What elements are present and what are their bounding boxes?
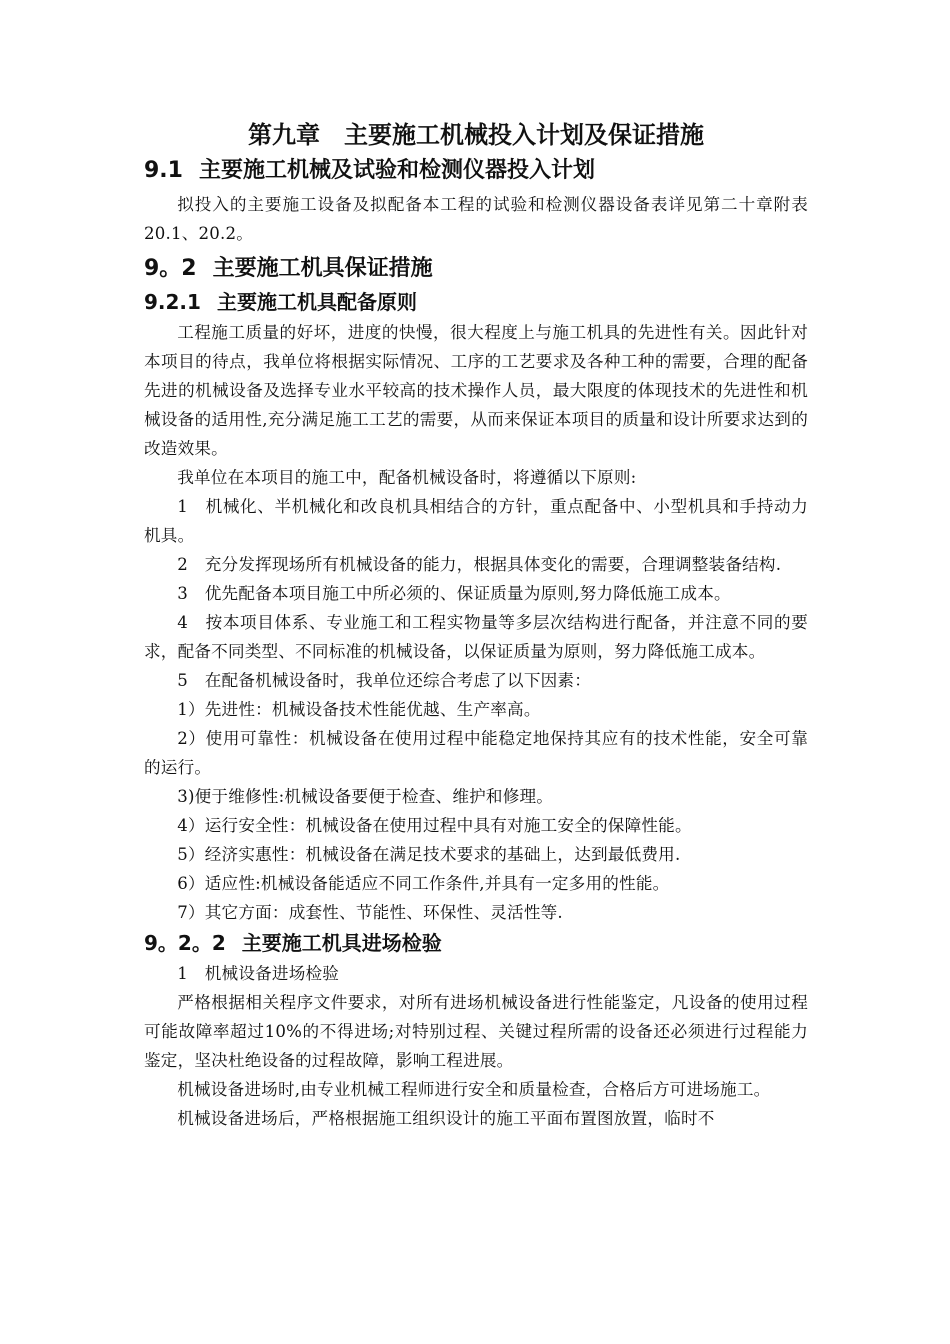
- sub-list-item: 3)便于维修性:机械设备要便于检查、维护和修理。: [177, 787, 554, 806]
- document-body: [144, 118, 808, 1133]
- section-number: 9。2。2: [144, 931, 226, 955]
- section-title: 主要施工机具保证措施: [212, 256, 433, 281]
- sub-list-item: 5）经济实惠性：机械设备在满足技术要求的基础上，达到最低费用.: [177, 845, 681, 864]
- sub-list-item: 1）先进性：机械设备技术性能优越、生产率高。: [177, 700, 541, 719]
- section-number: 9.1: [144, 158, 183, 183]
- list-item: 4 按本项目体系、专业施工和工程实物量等多层次结构进行配备，并注意不同的要求，配备不同类型、不同标准的机械设备，以保证质量为原则，努力降低施工成本。: [144, 613, 808, 661]
- sub-list-item: 2）使用可靠性：机械设备在使用过程中能稳定地保持其应有的技术性能，安全可靠的运行。: [144, 729, 808, 777]
- section-number: 9。2: [144, 256, 197, 281]
- sub-list-item: 7）其它方面：成套性、节能性、环保性、灵活性等.: [177, 903, 563, 922]
- paragraph: 机械设备进场时,由专业机械工程师进行安全和质量检查，合格后方可进场施工。: [177, 1080, 771, 1099]
- list-item: 2 充分发挥现场所有机械设备的能力，根据具体变化的需要，合理调整装备结构.: [177, 555, 782, 574]
- section-heading-9-1: [144, 156, 808, 186]
- paragraph: 机械设备进场后，严格根据施工组织设计的施工平面布置图放置，临时不: [177, 1109, 715, 1128]
- section-title: 主要施工机械及试验和检测仪器投入计划: [198, 158, 595, 183]
- list-item: 5 在配备机械设备时，我单位还综合考虑了以下因素：: [177, 671, 591, 690]
- sub-list-item: 4）运行安全性：机械设备在使用过程中具有对施工安全的保障性能。: [177, 816, 692, 835]
- section-heading-9-2-2: [144, 929, 808, 957]
- chapter-title: 第九章 主要施工机械投入计划及保证措施: [248, 121, 704, 149]
- paragraph: 我单位在本项目的施工中，配备机械设备时，将遵循以下原则:: [177, 468, 637, 487]
- paragraph: 严格根据相关程序文件要求，对所有进场机械设备进行性能鉴定，凡设备的使用过程可能故障率超过10%的不得进场;对特别过程、关键过程所需的设备还必须进行过程能力鉴定，坚决杜绝设备的过程故障，影响工程进展。: [144, 993, 808, 1070]
- list-item: 3 优先配备本项目施工中所必须的、保证质量为原则,努力降低施工成本。: [177, 584, 731, 603]
- section-heading-9-2-1: [144, 288, 808, 316]
- list-item: 1 机械设备进场检验: [177, 964, 340, 983]
- section-title: 主要施工机具配备原则: [216, 290, 417, 314]
- paragraph: 拟投入的主要施工设备及拟配备本工程的试验和检测仪器设备表详见第二十章附表20.1、20.2。: [144, 195, 808, 243]
- sub-list-item: 6）适应性:机械设备能适应不同工作条件,并具有一定多用的性能。: [177, 874, 670, 893]
- list-item: 1 机械化、半机械化和改良机具相结合的方针，重点配备中、小型机具和手持动力机具。: [144, 497, 808, 545]
- section-title: 主要施工机具进场检验: [241, 931, 442, 955]
- paragraph: 工程施工质量的好坏，进度的快慢，很大程度上与施工机具的先进性有关。因此针对本项目的待点，我单位将根据实际情况、工序的工艺要求及各种工种的需要，合理的配备先进的机械设备及选择专业水平较高的技术操作人员，最大限度的体现技术的先进性和机械设备的适用性,充分满足施工工艺的需要，从而来保证本项目的质量和设计所要求达到的改造效果。: [144, 323, 808, 458]
- section-heading-9-2: [144, 254, 808, 284]
- section-number: 9.2.1: [144, 290, 201, 314]
